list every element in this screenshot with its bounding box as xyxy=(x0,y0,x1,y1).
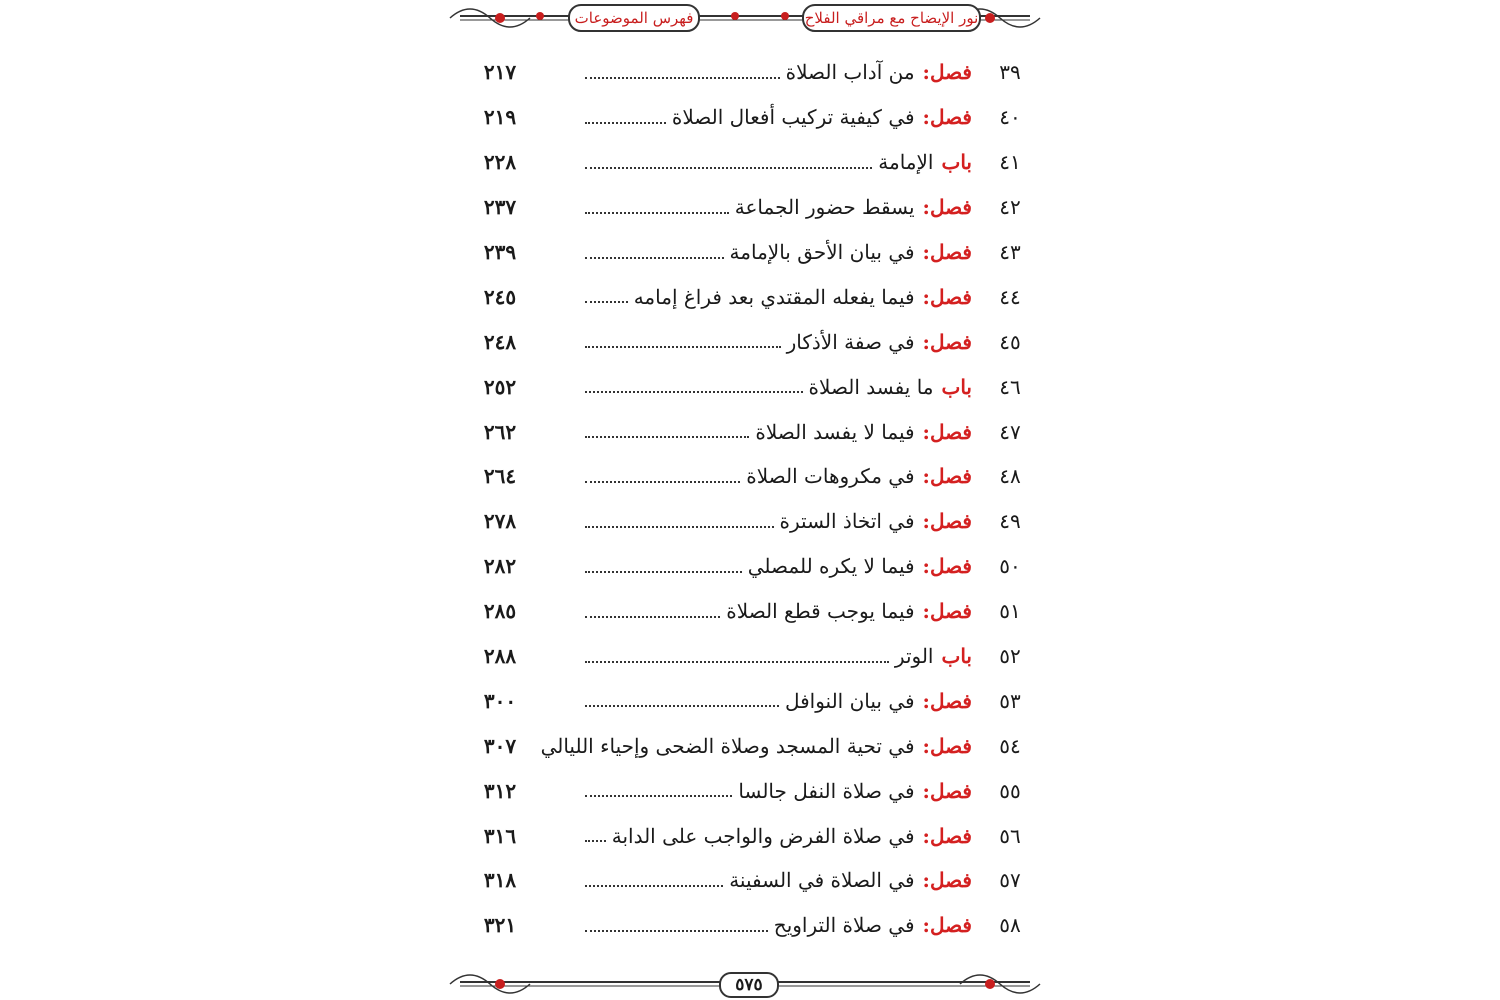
page-footer xyxy=(440,960,1050,1000)
entry-text xyxy=(585,330,972,354)
entry-number: ٤٨ xyxy=(999,464,1021,489)
leader-dots xyxy=(585,480,740,483)
entry-title: من آداب الصلاة xyxy=(785,60,915,85)
entry-page: ٢٧٨ xyxy=(483,509,517,534)
leader-dots xyxy=(585,615,720,618)
entry-title: في صلاة النفل جالسا xyxy=(738,778,915,803)
entry-page: ٢٤٥ xyxy=(483,284,517,309)
entry-page: ٢١٩ xyxy=(483,105,517,130)
leader-dots xyxy=(585,660,889,663)
entry-keyword: باب xyxy=(941,150,972,175)
entry-colon: : xyxy=(922,105,930,130)
entry-page: ٢١٧ xyxy=(483,60,517,85)
entry-number: ٤٧ xyxy=(999,419,1021,444)
entry-number: ٤٥ xyxy=(999,329,1021,354)
entry-text xyxy=(585,240,972,264)
toc-row xyxy=(470,409,1030,454)
entry-page: ٢٥٢ xyxy=(483,374,517,399)
entry-title: في بيان الأحق بالإمامة xyxy=(729,240,915,264)
entry-number: ٤٦ xyxy=(999,374,1021,399)
entry-text xyxy=(585,689,972,713)
leader-dots xyxy=(585,256,724,259)
page-number: ٥٧٥ xyxy=(719,972,779,998)
toc-row xyxy=(470,454,1030,499)
entry-keyword: فصل xyxy=(929,688,972,713)
leader-dots xyxy=(585,345,781,348)
leader-dots xyxy=(585,300,628,303)
entry-keyword: فصل xyxy=(929,868,972,893)
entry-number: ٥٦ xyxy=(999,823,1021,848)
entry-page: ٢٣٧ xyxy=(483,195,517,220)
entry-text xyxy=(585,554,972,578)
leader-dots xyxy=(585,166,872,169)
entry-colon: : xyxy=(922,509,930,534)
leader-dots xyxy=(585,794,732,797)
toc-row xyxy=(470,140,1030,185)
entry-keyword: فصل xyxy=(929,778,972,803)
entry-text xyxy=(585,195,972,219)
entry-text xyxy=(585,464,972,488)
entry-title: في صلاة الفرض والواجب على الدابة xyxy=(611,823,915,848)
entry-text xyxy=(585,420,972,444)
entry-text xyxy=(585,509,972,533)
entry-colon: : xyxy=(922,868,930,893)
entry-keyword: فصل xyxy=(929,599,972,624)
entry-page: ٣٢١ xyxy=(483,913,517,938)
entry-colon: : xyxy=(922,823,930,848)
entry-keyword: فصل xyxy=(929,733,972,758)
entry-number: ٥٠ xyxy=(999,554,1021,579)
entry-number: ٥٥ xyxy=(999,778,1021,803)
section-title: فهرس الموضوعات xyxy=(568,4,700,32)
leader-dots xyxy=(585,211,729,214)
entry-text xyxy=(540,733,972,758)
entry-number: ٤٩ xyxy=(999,509,1021,534)
toc-row xyxy=(470,634,1030,679)
entry-number: ٤٠ xyxy=(999,105,1021,130)
toc-row xyxy=(470,544,1030,589)
entry-keyword: فصل xyxy=(929,913,972,938)
entry-page: ٢٨٥ xyxy=(483,599,517,624)
entry-colon: : xyxy=(922,464,930,489)
entry-page: ٢٦٤ xyxy=(483,464,517,489)
entry-number: ٥٤ xyxy=(999,733,1021,758)
entry-text xyxy=(585,60,972,84)
leader-dots xyxy=(585,884,723,887)
entry-number: ٥١ xyxy=(999,599,1021,624)
toc-row xyxy=(470,589,1030,634)
entry-title: ما يفسد الصلاة xyxy=(808,374,934,399)
toc-list xyxy=(470,50,1030,948)
entry-keyword: فصل xyxy=(929,105,972,130)
entry-number: ٥٧ xyxy=(999,868,1021,893)
entry-colon: : xyxy=(922,554,930,579)
leader-dots xyxy=(585,839,606,842)
toc-row xyxy=(470,499,1030,544)
entry-text xyxy=(585,913,972,937)
entry-title: في بيان النوافل xyxy=(784,688,915,713)
entry-text xyxy=(585,644,972,668)
entry-page: ٣١٨ xyxy=(483,868,517,893)
toc-row xyxy=(470,678,1030,723)
leader-dots xyxy=(585,390,803,393)
entry-page: ٣١٦ xyxy=(483,823,517,848)
toc-row xyxy=(470,50,1030,95)
entry-text xyxy=(585,779,972,803)
entry-colon: : xyxy=(922,419,930,444)
entry-keyword: فصل xyxy=(929,419,972,444)
entry-title: في صفة الأذكار xyxy=(786,329,915,354)
entry-keyword: فصل xyxy=(929,195,972,220)
entry-keyword: فصل xyxy=(929,284,972,309)
leader-dots xyxy=(585,570,742,573)
entry-title: في الصلاة في السفينة xyxy=(729,868,915,893)
entry-page: ٣٠٠ xyxy=(483,688,517,713)
toc-row xyxy=(470,230,1030,275)
entry-title: في اتخاذ السترة xyxy=(779,509,915,534)
entry-text xyxy=(585,599,972,623)
page-header xyxy=(440,0,1050,36)
leader-dots xyxy=(585,121,666,124)
toc-row xyxy=(470,858,1030,903)
entry-keyword: فصل xyxy=(929,60,972,85)
entry-colon: : xyxy=(922,733,930,758)
toc-row xyxy=(470,364,1030,409)
entry-colon: : xyxy=(922,778,930,803)
entry-colon: : xyxy=(922,240,930,264)
entry-title: في كيفية تركيب أفعال الصلاة xyxy=(671,105,915,130)
entry-colon: : xyxy=(922,60,930,85)
book-title: نور الإيضاح مع مراقي الفلاح xyxy=(802,4,981,32)
entry-title: فيما لا يكره للمصلي xyxy=(747,554,915,579)
entry-text xyxy=(585,375,972,399)
leader-dots xyxy=(585,929,768,932)
entry-colon: : xyxy=(922,599,930,624)
leader-dots xyxy=(585,525,774,528)
entry-page: ٢٤٨ xyxy=(483,329,517,354)
entry-title: الوتر xyxy=(894,644,934,669)
toc-row xyxy=(470,274,1030,319)
entry-page: ٢٨٨ xyxy=(483,644,517,669)
entry-title: فيما يفعله المقتدي بعد فراغ إمامه xyxy=(633,284,915,309)
toc-row xyxy=(470,95,1030,140)
entry-keyword: فصل xyxy=(929,240,972,264)
entry-number: ٥٣ xyxy=(999,688,1021,713)
entry-keyword: باب xyxy=(941,644,972,669)
entry-colon: : xyxy=(922,329,930,354)
entry-text xyxy=(585,150,972,174)
entry-page: ٢٣٩ xyxy=(483,240,517,264)
entry-number: ٤٤ xyxy=(999,284,1021,309)
toc-row xyxy=(470,903,1030,948)
toc-row xyxy=(470,768,1030,813)
toc-row xyxy=(470,813,1030,858)
toc-row xyxy=(470,185,1030,230)
entry-number: ٥٢ xyxy=(999,644,1021,669)
entry-page: ٢٢٨ xyxy=(483,150,517,175)
entry-text xyxy=(585,105,972,129)
toc-row xyxy=(470,319,1030,364)
entry-colon: : xyxy=(922,284,930,309)
entry-page: ٣١٢ xyxy=(483,778,517,803)
entry-keyword: فصل xyxy=(929,464,972,489)
entry-number: ٤٢ xyxy=(999,195,1021,220)
entry-title: الإمامة xyxy=(878,150,934,175)
entry-title: في تحية المسجد وصلاة الضحى وإحياء الليالي xyxy=(540,733,915,758)
entry-colon: : xyxy=(922,913,930,938)
entry-number: ٤٣ xyxy=(999,240,1021,264)
leader-dots xyxy=(585,704,779,707)
entry-number: ٤١ xyxy=(999,150,1021,175)
entry-page: ٢٦٢ xyxy=(483,419,517,444)
entry-number: ٥٨ xyxy=(999,913,1021,938)
entry-title: في صلاة التراويح xyxy=(773,913,915,938)
entry-keyword: باب xyxy=(941,374,972,399)
entry-text xyxy=(585,285,972,309)
entry-text xyxy=(585,868,972,892)
entry-colon: : xyxy=(922,195,930,220)
entry-title: في مكروهات الصلاة xyxy=(746,464,915,489)
entry-page: ٣٠٧ xyxy=(483,733,517,758)
entry-text xyxy=(585,824,972,848)
entry-keyword: فصل xyxy=(929,329,972,354)
entry-title: فيما لا يفسد الصلاة xyxy=(755,419,915,444)
leader-dots xyxy=(585,76,780,79)
toc-row xyxy=(470,723,1030,768)
leader-dots xyxy=(585,435,749,438)
entry-colon: : xyxy=(922,688,930,713)
entry-page: ٢٨٢ xyxy=(483,554,517,579)
entry-title: فيما يوجب قطع الصلاة xyxy=(726,599,915,624)
entry-keyword: فصل xyxy=(929,509,972,534)
entry-number: ٣٩ xyxy=(999,60,1021,85)
entry-keyword: فصل xyxy=(929,823,972,848)
entry-keyword: فصل xyxy=(929,554,972,579)
entry-title: يسقط حضور الجماعة xyxy=(734,195,915,220)
